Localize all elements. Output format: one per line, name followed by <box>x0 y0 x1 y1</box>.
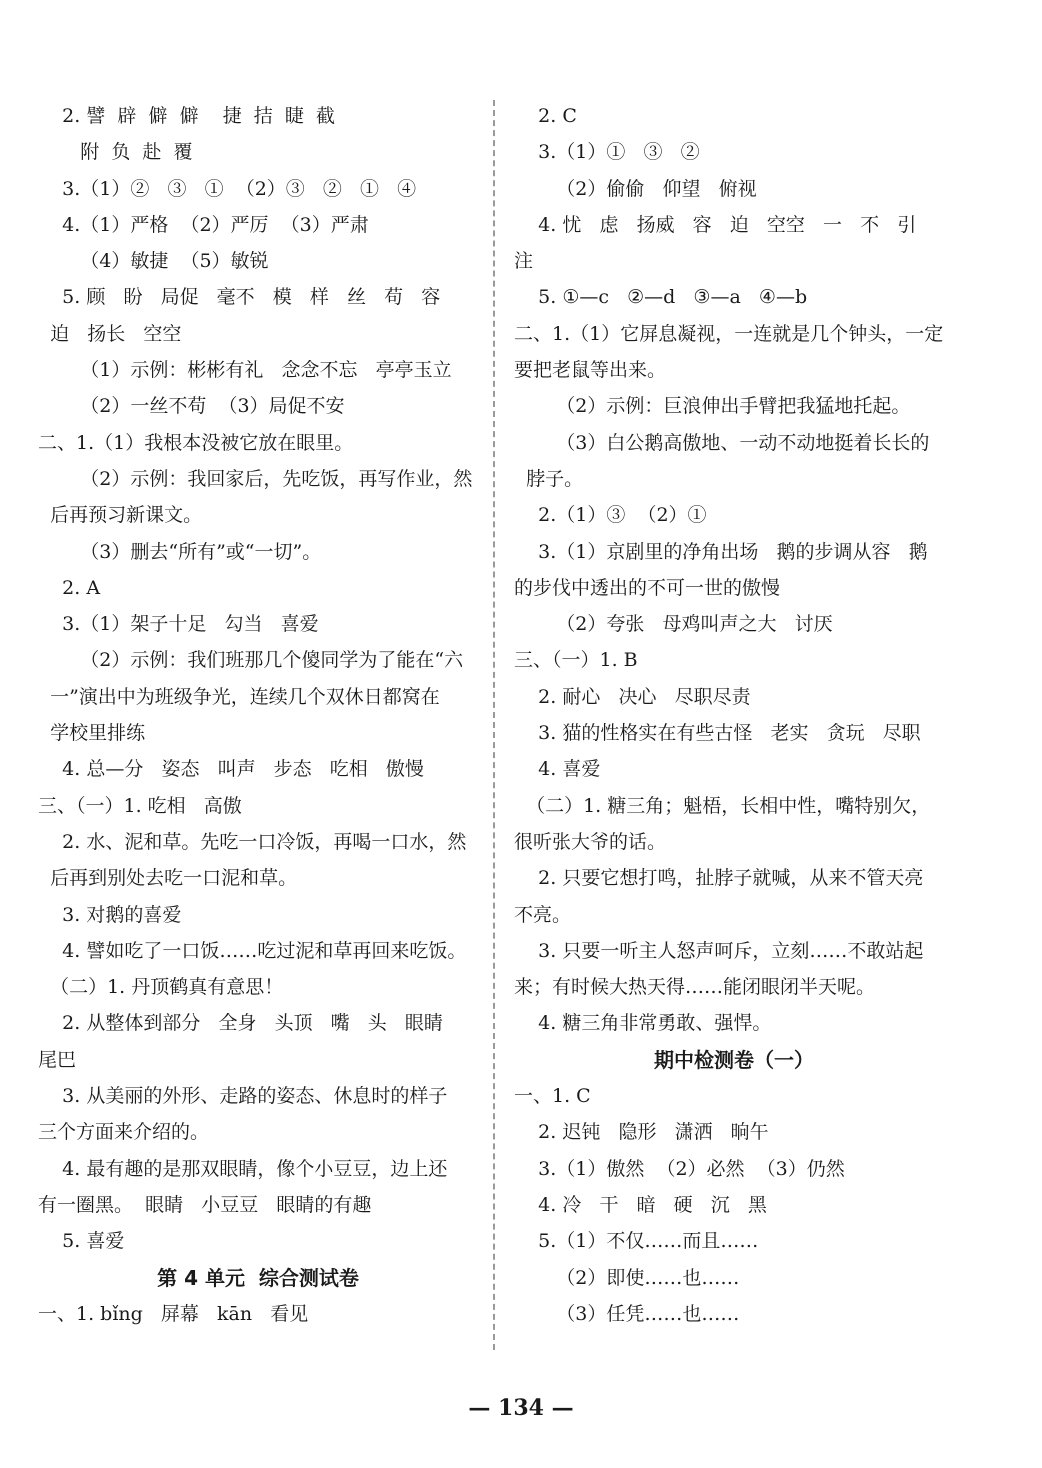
section-heading: 期中检测卷（一） <box>654 1047 814 1072</box>
section-heading: 第 4 单元 综合测试卷 <box>157 1265 359 1290</box>
answer-line: 4. 总—分 姿态 叫声 步态 吃相 傲慢 <box>38 758 424 781</box>
answer-line: 3. 猫的性格实在有些古怪 老实 贪玩 尽职 <box>514 722 921 745</box>
answer-line: 三、（一）1. B <box>514 649 638 672</box>
answer-line: 3. 只要一听主人怒声呵斥，立刻……不敢站起 <box>514 939 924 962</box>
answer-line: 二、1.（1）它屏息凝视，一连就是几个钟头，一定 <box>514 322 944 345</box>
left-column <box>38 98 478 1332</box>
answer-line: （2）夸张 母鸡叫声之大 讨厌 <box>514 613 833 636</box>
answer-line: 2.（1）③ （2）① <box>514 504 707 527</box>
answer-line: 3.（1）傲然 （2）必然 （3）仍然 <box>514 1157 845 1180</box>
answer-line: 3.（1）② ③ ① （2）③ ② ① ④ <box>38 177 417 200</box>
answer-line: 后再到别处去吃一口泥和草。 <box>38 867 298 890</box>
answer-line: 的步伐中透出的不可一世的傲慢 <box>514 576 781 599</box>
answer-line: 二、1.（1）我根本没被它放在眼里。 <box>38 431 354 454</box>
right-column <box>514 98 954 1332</box>
answer-line: 4.（1）严格 （2）严厉 （3）严肃 <box>38 213 369 236</box>
answer-line: （3）白公鹅高傲地、一动不动地挺着长长的 <box>514 431 930 454</box>
answer-line: 三、（一）1. 吃相 高傲 <box>38 794 242 817</box>
answer-line: 脖子。 <box>514 467 584 490</box>
answer-line: （2）示例：我们班那几个傻同学为了能在“六 <box>38 649 464 672</box>
answer-line: 3.（1）京剧里的净角出场 鹅的步调从容 鹅 <box>514 540 928 563</box>
answer-line: （二）1. 丹顶鹤真有意思！ <box>38 976 284 999</box>
answer-line: 不亮。 <box>514 903 572 926</box>
answer-line: 4. 糖三角非常勇敢、强悍。 <box>514 1012 772 1035</box>
column-divider <box>493 100 495 1350</box>
answer-line: （1）示例：彬彬有礼 念念不忘 亭亭玉立 <box>38 359 452 382</box>
page-number: — 134 — <box>468 1395 574 1421</box>
answer-line: 2. C <box>514 105 577 127</box>
answer-line: 有一圈黑。 眼睛 小豆豆 眼睛的有趣 <box>38 1193 372 1216</box>
answer-line: 4. 最有趣的是那双眼睛，像个小豆豆，边上还 <box>38 1157 448 1180</box>
answer-line: 2. 譬 辟 僻 僻 捷 拮 睫 截 <box>38 105 335 127</box>
answer-line: 2. 耐心 决心 尽职尽责 <box>514 685 751 708</box>
answer-line: 3.（1）① ③ ② <box>514 141 700 164</box>
answer-line: 3.（1）架子十足 勾当 喜爱 <box>38 613 319 636</box>
answer-line: 注 <box>514 250 534 273</box>
answer-line: 4. 冷 干 暗 硬 沉 黑 <box>514 1193 767 1216</box>
answer-line: 来；有时候大热天得……能闭眼闭半天呢。 <box>514 976 876 999</box>
answer-line: 一”演出中为班级争光，连续几个双休日都窝在 <box>38 685 440 708</box>
answer-line: 2. 从整体到部分 全身 头顶 嘴 头 眼睛 <box>38 1012 443 1035</box>
answer-line: （3）任凭……也…… <box>514 1302 740 1325</box>
answer-line: 5. ①—c ②—d ③—a ④—b <box>514 286 808 309</box>
answer-line: （2）示例：我回家后，先吃饭，再写作业，然 <box>38 467 473 490</box>
answer-line: 2. 只要它想打鸣，扯脖子就喊，从来不管天亮 <box>514 867 924 890</box>
answer-line: 附 负 赴 覆 <box>38 141 193 164</box>
answer-line: 2. 迟钝 隐形 潇洒 晌午 <box>514 1121 769 1144</box>
answer-line: （2）即使……也…… <box>514 1266 740 1289</box>
answer-line: 很听张大爷的话。 <box>514 830 667 853</box>
answer-line: 3. 对鹅的喜爱 <box>38 903 182 926</box>
answer-line: 5. 喜爱 <box>38 1230 125 1253</box>
answer-line: 4. 譬如吃了一口饭……吃过泥和草再回来吃饭。 <box>38 939 467 962</box>
answer-line: （二）1. 糖三角；魁梧，长相中性，嘴特别欠， <box>514 794 931 817</box>
answer-line: （2）偷偷 仰望 俯视 <box>514 177 757 200</box>
answer-line: （3）删去“所有”或“一切”。 <box>38 540 322 563</box>
answer-line: 尾巴 <box>38 1048 77 1071</box>
answer-line: 后再预习新课文。 <box>38 504 203 527</box>
answer-line: 2. 水、泥和草。先吃一口冷饭，再喝一口水，然 <box>38 830 467 853</box>
answer-line: 4. 忧 虑 扬威 容 迫 空空 一 不 引 <box>514 213 917 236</box>
answer-line: 三个方面来介绍的。 <box>38 1121 210 1144</box>
answer-line: （2）一丝不苟 （3）局促不安 <box>38 395 345 418</box>
answer-line: 3. 从美丽的外形、走路的姿态、休息时的样子 <box>38 1085 448 1108</box>
answer-line: 5. 顾 盼 局促 毫不 模 样 丝 苟 容 <box>38 286 441 309</box>
answer-line: 要把老鼠等出来。 <box>514 359 667 382</box>
answer-line: 学校里排练 <box>38 722 146 745</box>
answer-line: 迫 扬长 空空 <box>38 322 182 345</box>
answer-line: （2）示例：巨浪伸出手臂把我猛地托起。 <box>514 395 911 418</box>
answer-line: （4）敏捷 （5）敏锐 <box>38 250 269 273</box>
answer-line: 一、1. C <box>514 1085 591 1108</box>
answer-line: 一、1. bǐng 屏幕 kān 看见 <box>38 1302 309 1325</box>
answer-line: 4. 喜爱 <box>514 758 601 781</box>
answer-line: 2. A <box>38 576 101 599</box>
answer-line: 5.（1）不仅……而且…… <box>514 1230 759 1253</box>
